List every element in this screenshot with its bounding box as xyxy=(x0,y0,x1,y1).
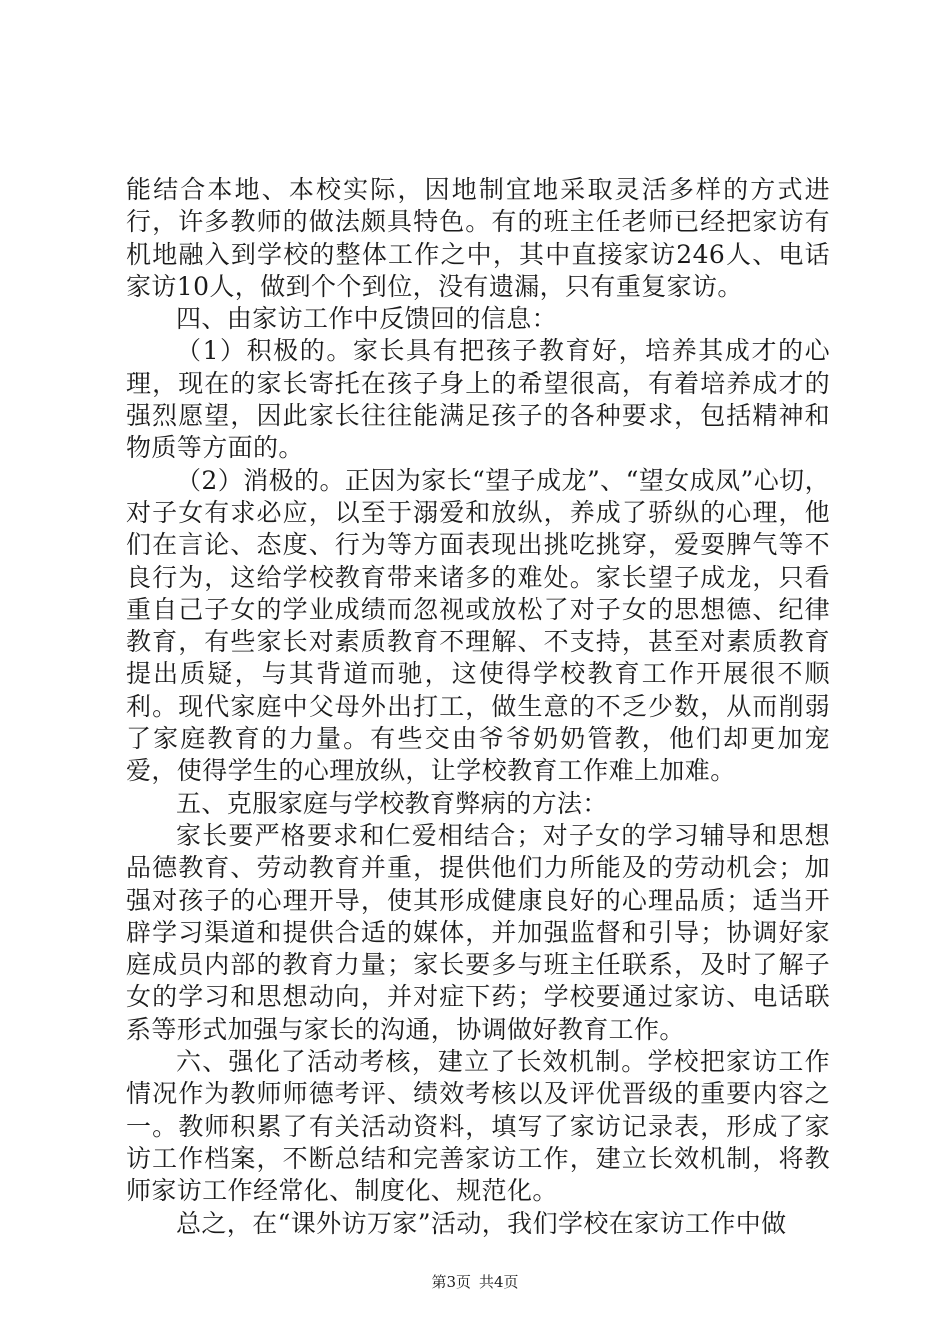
paragraph-4: （2）消极的。正因为家长“望子成龙”、“望女成凤”心切，对子女有求必应，以至于溺爱和放纵，养成了骄纵的心理，他们在言论、态度、行为等方面表现出挑吃挑穿，爱耍脾气等不良行为，这给学校教育带来诸多的难处。家长望子成龙，只看重自己子女的学业成绩而忽视或放松了对子女的思想德、纪律教育，有些家长对素质教育不理解、不支持，甚至对素质教育提出质疑，与其背道而驰，这使得学校教育工作开展很不顺利。现代家庭中父母外出打工，做生意的不乏少数，从而削弱了家庭教育的力量。有些交由爷爷奶奶管教，他们却更加宠爱，使得学生的心理放纵，让学校教育工作难上加难。 xyxy=(126,465,830,786)
paragraph-6: 家长要严格要求和仁爱相结合；对子女的学习辅导和思想品德教育、劳动教育并重，提供他们力所能及的劳动机会；加强对孩子的心理开导，使其形成健康良好的心理品质；适当开辟学习渠道和提供合适的媒体，并加强监督和引导；协调好家庭成员内部的教育力量；家长要多与班主任联系，及时了解子女的学习和思想动向，并对症下药；学校要通过家访、电话联系等形式加强与家长的沟通，协调做好教育工作。 xyxy=(126,820,830,1044)
paragraph-7: 六、强化了活动考核，建立了长效机制。学校把家访工作情况作为教师师德考评、绩效考核以及评优晋级的重要内容之一。教师积累了有关活动资料，填写了家访记录表，形成了家访工作档案，不断总结和完善家访工作，建立长效机制，将教师家访工作经常化、制度化、规范化。 xyxy=(126,1047,830,1206)
document-body xyxy=(126,174,830,1240)
paragraph-5: 五、克服家庭与学校教育弊病的方法： xyxy=(176,788,608,818)
paragraph-8: 总之，在“课外访万家”活动，我们学校在家访工作中做 xyxy=(176,1208,787,1238)
page-total: 共4页 xyxy=(479,1273,519,1291)
paragraph-1: 能结合本地、本校实际，因地制宜地采取灵活多样的方式进行，许多教师的做法颇具特色。有的班主任老师已经把家访有机地融入到学校的整体工作之中，其中直接家访246人、电话家访10人，做到个个到位，没有遗漏，只有重复家访。 xyxy=(126,175,830,301)
paragraph-3: （1）积极的。家长具有把孩子教育好，培养其成才的心理，现在的家长寄托在孩子身上的希望很高，有着培养成才的强烈愿望，因此家长往往能满足孩子的各种要求，包括精神和物质等方面的。 xyxy=(126,336,830,463)
paragraph-2: 四、由家访工作中反馈回的信息： xyxy=(176,304,558,334)
page-footer xyxy=(0,1272,950,1292)
page-number: 第3页 xyxy=(431,1273,471,1291)
